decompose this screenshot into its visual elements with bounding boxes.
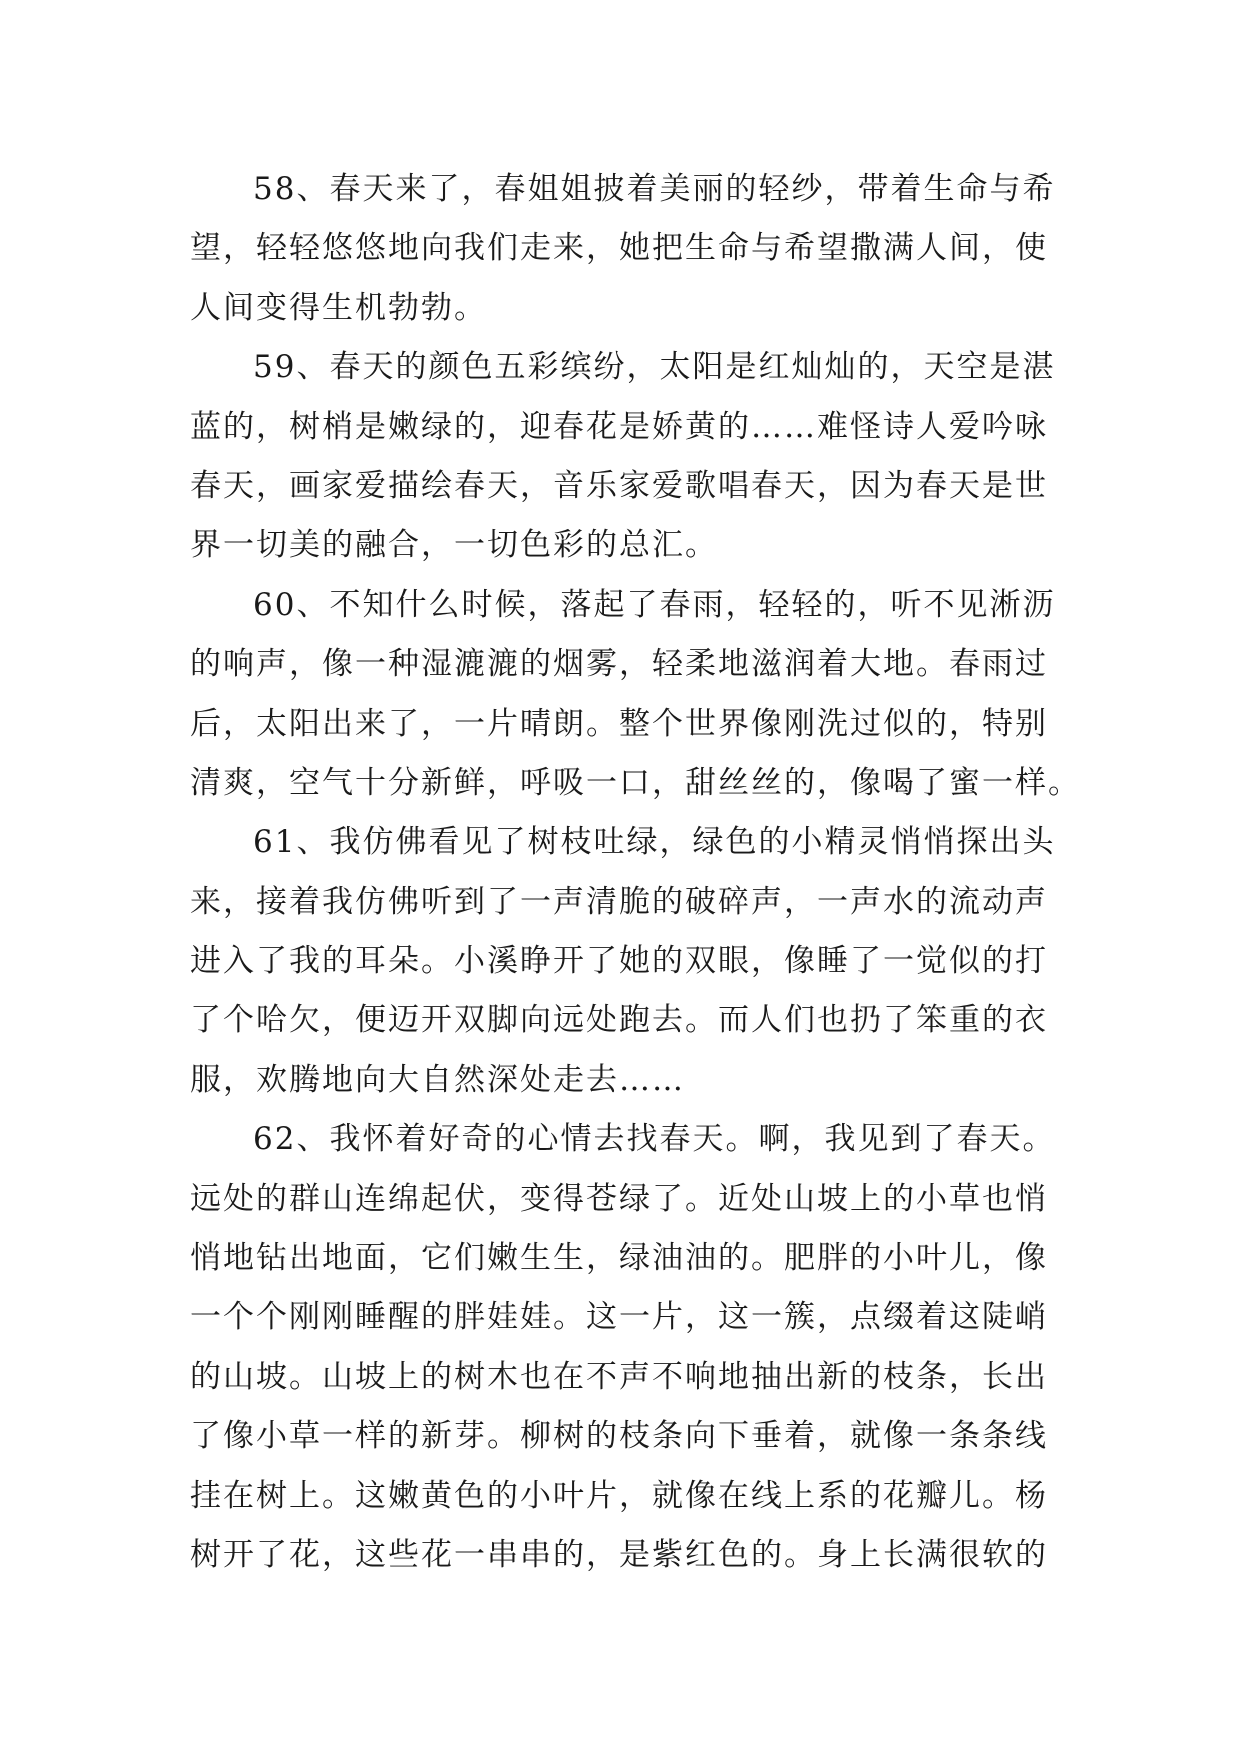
text-line: 的响声，像一种湿漉漉的烟雾，轻柔地滋润着大地。春雨过 <box>190 646 1048 683</box>
text-line: 服，欢腾地向大自然深处走去…… <box>190 1061 685 1098</box>
document-text <box>190 160 1081 1585</box>
text-line: 清爽，空气十分新鲜，呼吸一口，甜丝丝的，像喝了蜜一样。 <box>190 764 1081 801</box>
text-line: 61、我仿佛看见了树枝吐绿，绿色的小精灵悄悄探出头 <box>253 824 1056 861</box>
text-line: 了像小草一样的新芽。柳树的枝条向下垂着，就像一条条线 <box>190 1418 1048 1455</box>
text-line: 蓝的，树梢是嫩绿的，迎春花是娇黄的……难怪诗人爱吟咏 <box>190 408 1048 445</box>
text-line: 远处的群山连绵起伏，变得苍绿了。近处山坡上的小草也悄 <box>190 1180 1048 1217</box>
text-line: 一个个刚刚睡醒的胖娃娃。这一片，这一簇，点缀着这陡峭 <box>190 1299 1048 1336</box>
text-line: 悄地钻出地面，它们嫩生生，绿油油的。肥胖的小叶儿，像 <box>190 1240 1048 1277</box>
text-line: 人间变得生机勃勃。 <box>190 289 487 326</box>
text-line: 62、我怀着好奇的心情去找春天。啊，我见到了春天。 <box>253 1121 1056 1158</box>
text-line: 树开了花，这些花一串串的，是紫红色的。身上长满很软的 <box>190 1536 1048 1573</box>
text-line: 了个哈欠，便迈开双脚向远处跑去。而人们也扔了笨重的衣 <box>190 1002 1048 1039</box>
text-line: 望，轻轻悠悠地向我们走来，她把生命与希望撒满人间，使 <box>190 230 1048 267</box>
text-line: 界一切美的融合，一切色彩的总汇。 <box>190 527 718 564</box>
text-line: 挂在树上。这嫩黄色的小叶片，就像在线上系的花瓣儿。杨 <box>190 1477 1048 1514</box>
text-line: 59、春天的颜色五彩缤纷，太阳是红灿灿的，天空是湛 <box>253 349 1056 386</box>
text-line: 58、春天来了，春姐姐披着美丽的轻纱，带着生命与希 <box>253 171 1056 207</box>
text-line: 来，接着我仿佛听到了一声清脆的破碎声，一声水的流动声 <box>190 883 1048 920</box>
text-line: 进入了我的耳朵。小溪睁开了她的双眼，像睡了一觉似的打 <box>190 943 1048 980</box>
text-line: 60、不知什么时候，落起了春雨，轻轻的，听不见淅沥 <box>253 586 1056 623</box>
text-line: 的山坡。山坡上的树木也在不声不响地抽出新的枝条，长出 <box>190 1358 1048 1395</box>
text-line: 春天，画家爱描绘春天，音乐家爱歌唱春天，因为春天是世 <box>190 467 1048 504</box>
text-line: 后，太阳出来了，一片晴朗。整个世界像刚洗过似的，特别 <box>190 705 1048 742</box>
